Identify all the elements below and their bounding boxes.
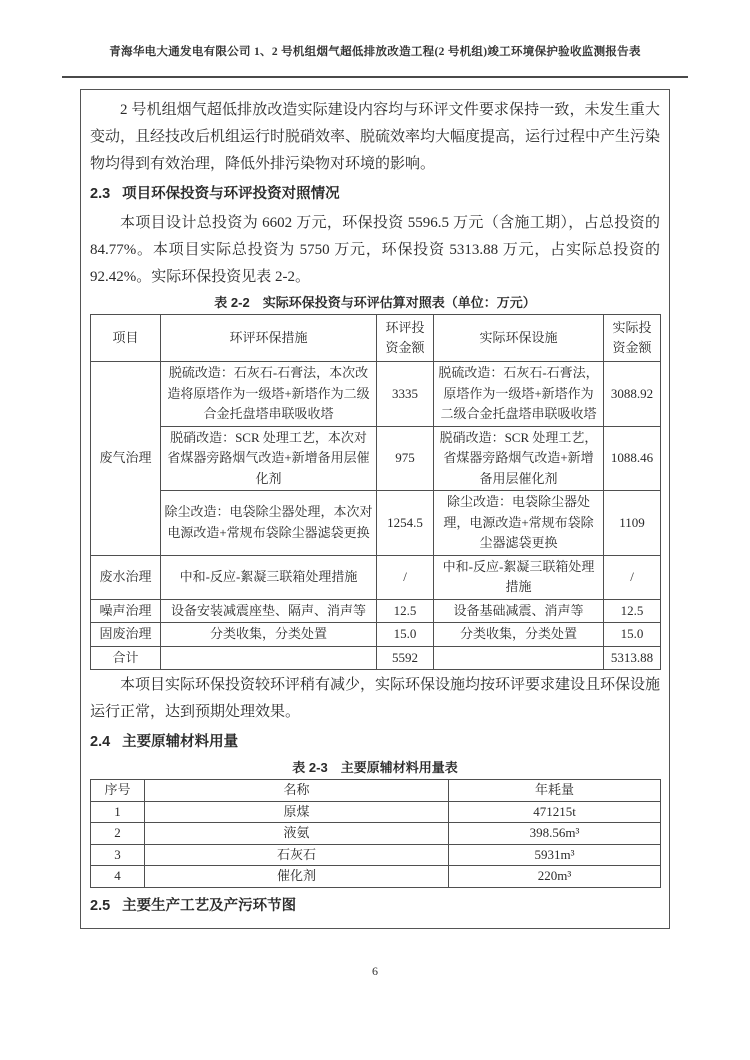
table-row [91, 844, 661, 866]
col-header-eia-amount: 环评投资金额 [377, 315, 434, 362]
section-heading-2-5 [90, 892, 660, 920]
cell-no: 4 [91, 866, 145, 888]
table-row [91, 599, 661, 623]
cell-category: 噪声治理 [91, 599, 161, 623]
cell-annual: 471215t [449, 801, 661, 823]
content-box [80, 89, 670, 929]
cell-facility: 除尘改造：电袋除尘器处理，电源改造+常规布袋除尘器滤袋更换 [434, 491, 604, 556]
cell-eia-amount: 15.0 [377, 623, 434, 647]
col-header-annual-usage: 年耗量 [449, 780, 661, 802]
table-header-row [91, 780, 661, 802]
intro-paragraph: 2 号机组烟气超低排放改造实际建设内容均与环评文件要求保持一致，未发生重大变动，且经技改后机组运行时脱硝效率、脱硫效率均大幅度提高，运行过程中产生污染物均得到有效治理，降低外排污染物对环境的影响。 [90, 102, 661, 172]
cell-measure: 脱硝改造：SCR 处理工艺，本次对省煤器旁路烟气改造+新增备用层催化剂 [161, 426, 377, 491]
cell-name: 催化剂 [145, 866, 449, 888]
cell-category: 废水治理 [91, 555, 161, 599]
col-header-actual-amount: 实际投资金额 [604, 315, 661, 362]
cell-eia-amount: / [377, 555, 434, 599]
table-2-2-caption: 表 2-2 实际环保投资与环评估算对照表（单位：万元） [214, 295, 536, 310]
cell-facility: 脱硫改造：石灰石-石膏法，原塔作为一级塔+新塔作为二级合金托盘塔串联吸收塔 [434, 362, 604, 427]
cell-category: 废气治理 [91, 362, 161, 556]
table-total-row [91, 646, 661, 670]
cell-facility: 设备基础减震、消声等 [434, 599, 604, 623]
cell-category: 固废治理 [91, 623, 161, 647]
cell-actual-amount: 12.5 [604, 599, 661, 623]
cell-actual-amount: 1088.46 [604, 426, 661, 491]
cell-empty [161, 646, 377, 670]
cell-actual-total: 5313.88 [604, 646, 661, 670]
raw-materials-table [90, 779, 661, 888]
cell-eia-amount: 12.5 [377, 599, 434, 623]
section-title: 项目环保投资与环评投资对照情况 [122, 186, 340, 202]
table-row [91, 623, 661, 647]
cell-actual-amount: 1109 [604, 491, 661, 556]
table-row [91, 823, 661, 845]
page-number: 6 [372, 964, 378, 978]
cell-measure: 设备安装减震座垫、隔声、消声等 [161, 599, 377, 623]
table-row [91, 801, 661, 823]
cell-facility: 分类收集，分类处置 [434, 623, 604, 647]
cell-no: 1 [91, 801, 145, 823]
conclusion-paragraph: 本项目实际环保投资较环评稍有减少，实际环保设施均按环评要求建设且环保设施运行正常，达到预期处理效果。 [90, 677, 661, 720]
cell-name: 石灰石 [145, 844, 449, 866]
section-heading-2-4 [90, 728, 660, 756]
section-number: 2.4 [90, 734, 111, 750]
cell-annual: 398.56m³ [449, 823, 661, 845]
document-header-title: 青海华电大通发电有限公司 1、2 号机组烟气超低排放改造工程(2 号机组)竣工环境保护验收监测报告表 [109, 46, 641, 58]
cell-annual: 5931m³ [449, 844, 661, 866]
cell-actual-amount: / [604, 555, 661, 599]
cell-annual: 220m³ [449, 866, 661, 888]
table-row [91, 491, 661, 556]
col-header-name: 名称 [145, 780, 449, 802]
col-header-project: 项目 [91, 315, 161, 362]
section-title: 主要原辅材料用量 [122, 734, 239, 750]
cell-measure: 除尘改造：电袋除尘器处理，本次对电源改造+常规布袋除尘器滤袋更换 [161, 491, 377, 556]
cell-eia-amount: 975 [377, 426, 434, 491]
cell-empty [434, 646, 604, 670]
table-row [91, 426, 661, 491]
col-header-eia-measure: 环评环保措施 [161, 315, 377, 362]
header-divider [62, 76, 688, 78]
cell-actual-amount: 15.0 [604, 623, 661, 647]
cell-facility: 中和-反应-絮凝三联箱处理措施 [434, 555, 604, 599]
section-heading-2-3 [90, 180, 660, 208]
cell-eia-amount: 1254.5 [377, 491, 434, 556]
table-row [91, 362, 661, 427]
section-number: 2.5 [90, 897, 111, 914]
section-title: 主要生产工艺及产污环节图 [122, 897, 297, 914]
table-2-3-caption: 表 2-3 主要原辅材料用量表 [292, 760, 458, 775]
cell-measure: 中和-反应-絮凝三联箱处理措施 [161, 555, 377, 599]
col-header-no: 序号 [91, 780, 145, 802]
cell-actual-amount: 3088.92 [604, 362, 661, 427]
investment-paragraph: 本项目设计总投资为 6602 万元，环保投资 5596.5 万元（含施工期），占总投资的 84.77%。本项目实际总投资为 5750 万元，环保投资 5313.88 万元，占实际总投资的 92.42%。实际环保投资见表 2-2。 [90, 215, 660, 285]
cell-total-label: 合计 [91, 646, 161, 670]
cell-name: 原煤 [145, 801, 449, 823]
cell-measure: 脱硫改造：石灰石-石膏法，本次改造将原塔作为一级塔+新塔作为二级合金托盘塔串联吸收塔 [161, 362, 377, 427]
cell-eia-amount: 3335 [377, 362, 434, 427]
cell-name: 液氨 [145, 823, 449, 845]
table-row [91, 555, 661, 599]
cell-facility: 脱硝改造：SCR 处理工艺，省煤器旁路烟气改造+新增备用层催化剂 [434, 426, 604, 491]
cell-measure: 分类收集，分类处置 [161, 623, 377, 647]
investment-comparison-table [90, 314, 661, 670]
table-row [91, 866, 661, 888]
cell-no: 2 [91, 823, 145, 845]
cell-no: 3 [91, 844, 145, 866]
table-header-row [91, 315, 661, 362]
cell-eia-total: 5592 [377, 646, 434, 670]
section-number: 2.3 [90, 186, 111, 202]
col-header-actual-facility: 实际环保设施 [434, 315, 604, 362]
